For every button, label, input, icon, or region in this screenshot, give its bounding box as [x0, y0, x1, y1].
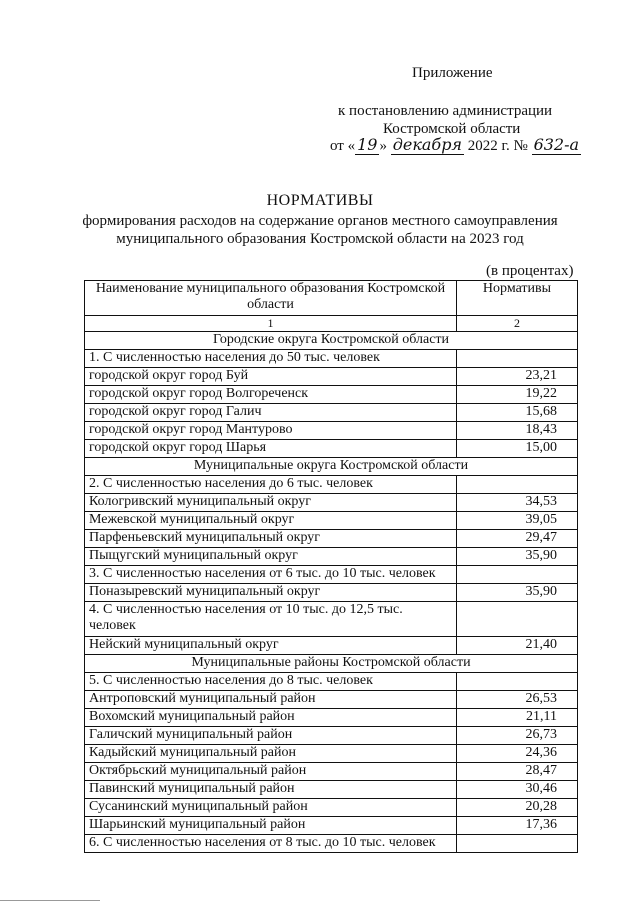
column-header-norms: Нормативы — [457, 281, 578, 316]
norm-value: 18,43 — [457, 422, 578, 440]
section-title: Муниципальные округа Костромской области — [85, 458, 578, 476]
norm-value — [457, 476, 578, 494]
date-year: 2022 г. № — [467, 138, 528, 154]
table-row — [85, 512, 578, 530]
norm-value: 26,53 — [457, 691, 578, 709]
municipality-name: Кадыйский муниципальный район — [85, 745, 457, 763]
section-row — [85, 655, 578, 673]
norm-value: 15,00 — [457, 440, 578, 458]
norm-value: 29,47 — [457, 530, 578, 548]
norm-value: 21,40 — [457, 637, 578, 655]
group-row — [85, 566, 578, 584]
document-title: НОРМАТИВЫ — [266, 192, 374, 209]
column-index-1: 1 — [85, 316, 457, 332]
norm-value — [457, 350, 578, 368]
group-title: 1. С численностью населения до 50 тыс. человек — [85, 350, 457, 368]
group-title: 2. С численностью населения до 6 тыс. человек — [85, 476, 457, 494]
norm-value: 24,36 — [457, 745, 578, 763]
norm-value: 28,47 — [457, 763, 578, 781]
norm-value — [457, 566, 578, 584]
table-row — [85, 440, 578, 458]
footer-rule — [0, 900, 100, 901]
resolution-line-2: Костромской области — [383, 121, 521, 137]
norm-value — [457, 835, 578, 853]
section-title: Муниципальные районы Костромской области — [85, 655, 578, 673]
municipality-name: Нейский муниципальный округ — [85, 637, 457, 655]
norm-value: 15,68 — [457, 404, 578, 422]
municipality-name: городской округ город Галич — [85, 404, 457, 422]
table-row — [85, 404, 578, 422]
table-row — [85, 584, 578, 602]
group-row — [85, 350, 578, 368]
table-row — [85, 709, 578, 727]
resolution-number-handwritten: 632-а — [533, 135, 580, 154]
table-row — [85, 494, 578, 512]
municipality-name: Кологривский муниципальный округ — [85, 494, 457, 512]
table-header-row — [85, 281, 578, 316]
norms-table — [84, 280, 578, 853]
norm-value: 34,53 — [457, 494, 578, 512]
resolution-date-line — [330, 136, 630, 155]
table-row — [85, 727, 578, 745]
table-row — [85, 637, 578, 655]
document-subtitle-line-2: муниципального образования Костромской области на 2023 год — [116, 231, 524, 247]
table-row — [85, 548, 578, 566]
municipality-name: Поназыревский муниципальный округ — [85, 584, 457, 602]
document-subtitle-line-1: формирования расходов на содержание органов местного самоуправления — [82, 213, 558, 229]
table-row — [85, 386, 578, 404]
date-month-handwritten: декабря — [392, 135, 463, 154]
section-row — [85, 458, 578, 476]
municipality-name: городской округ город Мантурово — [85, 422, 457, 440]
norm-value: 23,21 — [457, 368, 578, 386]
norm-value — [457, 602, 578, 637]
table-row — [85, 368, 578, 386]
municipality-name: Парфеньевский муниципальный округ — [85, 530, 457, 548]
table-row — [85, 691, 578, 709]
column-index-row — [85, 316, 578, 332]
municipality-name: Пыщугский муниципальный округ — [85, 548, 457, 566]
column-index-2: 2 — [457, 316, 578, 332]
resolution-line-1: к постановлению администрации — [338, 103, 553, 119]
table-row — [85, 781, 578, 799]
municipality-name: городской округ город Шарья — [85, 440, 457, 458]
unit-note: (в процентах) — [486, 263, 574, 279]
norm-value: 39,05 — [457, 512, 578, 530]
municipality-name: городской округ город Волгореченск — [85, 386, 457, 404]
municipality-name: городской округ город Буй — [85, 368, 457, 386]
municipality-name: Павинский муниципальный район — [85, 781, 457, 799]
norm-value: 17,36 — [457, 817, 578, 835]
norm-value: 26,73 — [457, 727, 578, 745]
norm-value: 30,46 — [457, 781, 578, 799]
group-title: 4. С численностью населения от 10 тыс. до 12,5 тыс. человек — [85, 602, 457, 637]
section-title: Городские округа Костромской области — [85, 332, 578, 350]
municipality-name: Антроповский муниципальный район — [85, 691, 457, 709]
group-row — [85, 602, 578, 637]
municipality-name: Шарьинский муниципальный район — [85, 817, 457, 835]
annex-label: Приложение — [412, 65, 493, 81]
section-row — [85, 332, 578, 350]
municipality-name: Галичский муниципальный район — [85, 727, 457, 745]
group-row — [85, 673, 578, 691]
group-title: 6. С численностью населения от 8 тыс. до 10 тыс. человек — [85, 835, 457, 853]
table-row — [85, 745, 578, 763]
table-row — [85, 817, 578, 835]
table-row — [85, 799, 578, 817]
group-title: 3. С численностью населения от 6 тыс. до 10 тыс. человек — [85, 566, 457, 584]
group-row — [85, 835, 578, 853]
municipality-name: Октябрьский муниципальный район — [85, 763, 457, 781]
norm-value: 20,28 — [457, 799, 578, 817]
norm-value — [457, 673, 578, 691]
date-mid: » — [379, 138, 387, 154]
norm-value: 35,90 — [457, 584, 578, 602]
group-title: 5. С численностью населения до 8 тыс. человек — [85, 673, 457, 691]
table-row — [85, 763, 578, 781]
date-prefix: от « — [330, 138, 356, 154]
norm-value: 21,11 — [457, 709, 578, 727]
municipality-name: Сусанинский муниципальный район — [85, 799, 457, 817]
date-day-handwritten: 19 — [357, 135, 378, 154]
group-row — [85, 476, 578, 494]
municipality-name: Межевской муниципальный округ — [85, 512, 457, 530]
norm-value: 19,22 — [457, 386, 578, 404]
norm-value: 35,90 — [457, 548, 578, 566]
municipality-name: Вохомский муниципальный район — [85, 709, 457, 727]
column-header-name: Наименование муниципального образования Костромской области — [85, 281, 457, 316]
table-row — [85, 530, 578, 548]
table-row — [85, 422, 578, 440]
